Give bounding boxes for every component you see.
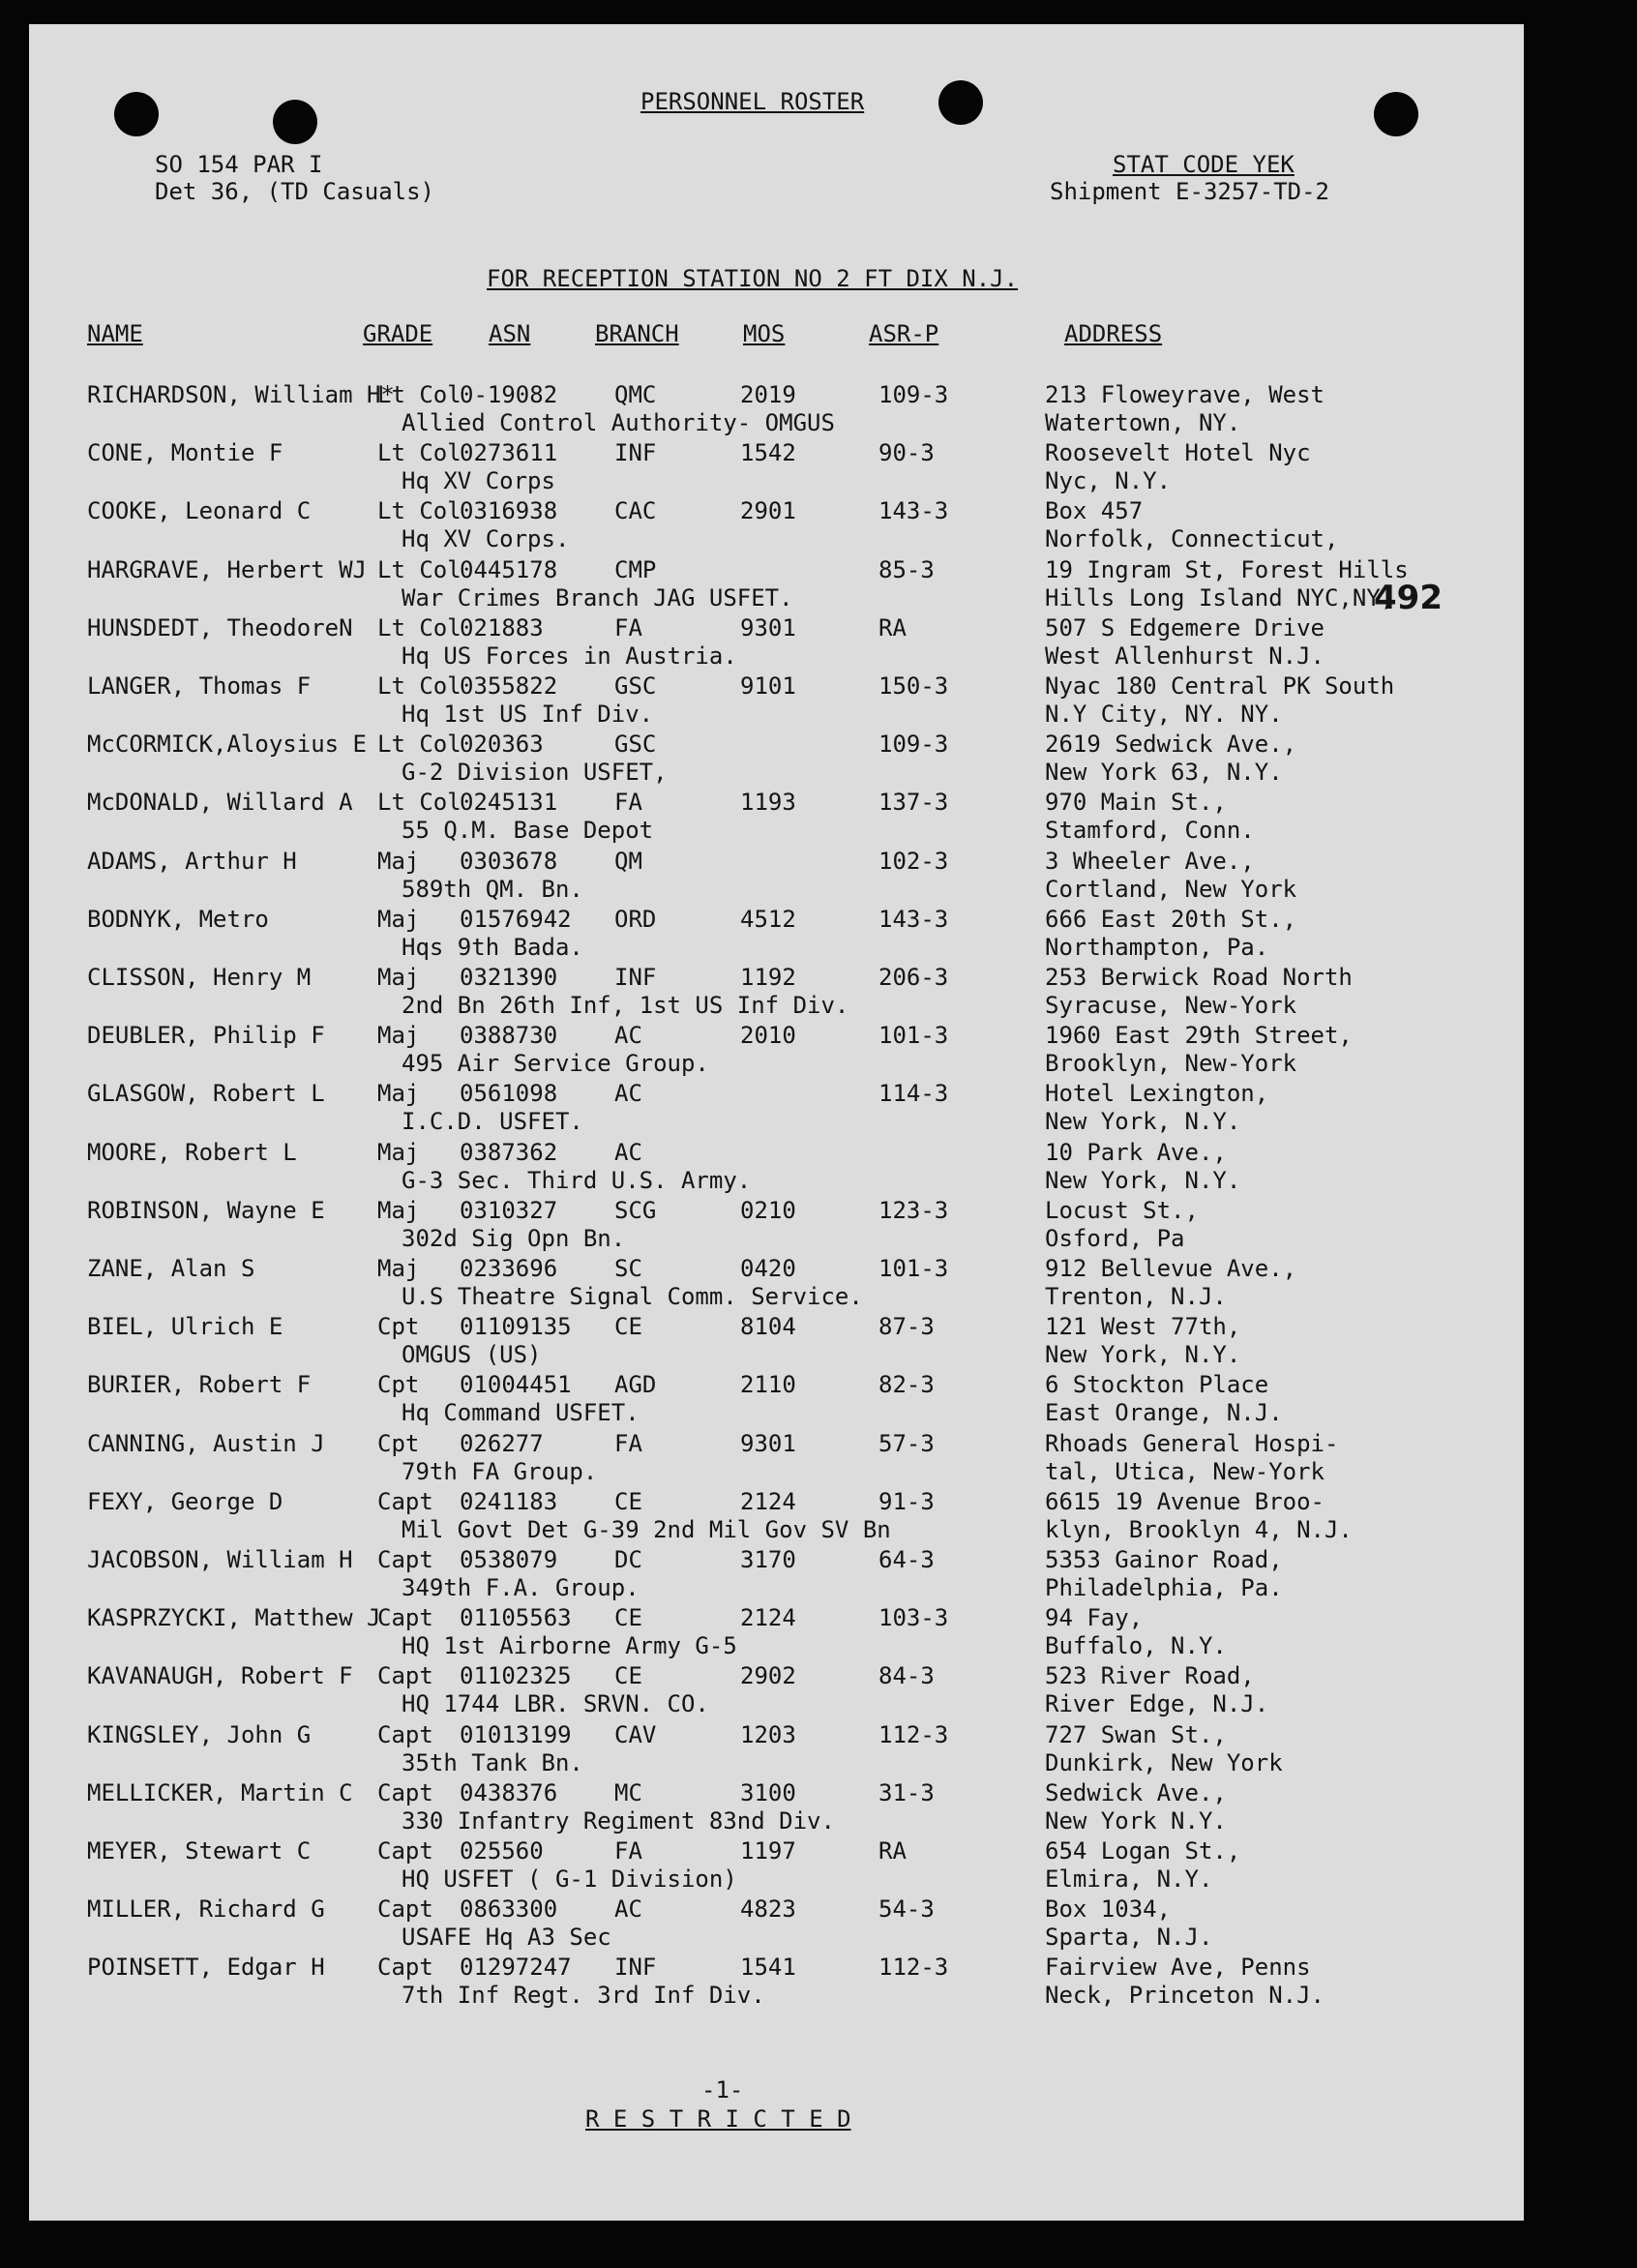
assigned-unit: 7th Inf Regt. 3rd Inf Div.: [402, 1982, 765, 2009]
asr-points: 103-3: [878, 1604, 949, 1631]
branch: SC: [614, 1255, 642, 1282]
branch: AC: [614, 1895, 642, 1923]
branch: INF: [614, 1954, 657, 1981]
assigned-unit: 349th F.A. Group.: [402, 1574, 640, 1601]
branch: CAV: [614, 1721, 657, 1748]
address-line-2: New York, N.Y.: [1045, 1167, 1241, 1194]
grade: Capt: [377, 1837, 433, 1865]
branch: CE: [614, 1604, 642, 1631]
mos-code: 9101: [740, 672, 796, 700]
stat-code: STAT CODE YEK: [1113, 151, 1295, 178]
person-name: ROBINSON, Wayne E: [87, 1197, 325, 1224]
address-line-2: River Edge, N.J.: [1045, 1690, 1269, 1717]
roster-row: [29, 1661, 1524, 1719]
roster-row: [29, 555, 1524, 617]
assigned-unit: Hqs 9th Bada.: [402, 934, 583, 961]
assigned-unit: OMGUS (US): [402, 1341, 542, 1368]
branch: FA: [614, 1430, 642, 1457]
roster-row: [29, 847, 1524, 905]
branch: CAC: [614, 497, 657, 524]
grade: Maj: [377, 906, 420, 933]
serial-number: 0438376: [460, 1779, 558, 1806]
person-name: RICHARDSON, William H*: [87, 381, 395, 408]
person-name: KINGSLEY, John G: [87, 1721, 312, 1748]
person-name: GLASGOW, Robert L: [87, 1080, 325, 1107]
assigned-unit: HQ 1st Airborne Army G-5: [402, 1632, 737, 1659]
roster-row: [29, 1778, 1524, 1836]
address-line-1: 5353 Gainor Road,: [1045, 1546, 1283, 1573]
roster-row: [29, 1312, 1524, 1370]
branch: GSC: [614, 672, 657, 700]
roster-row: [29, 1079, 1524, 1137]
grade: Capt: [377, 1604, 433, 1631]
address-line-2: Norfolk, Connecticut,: [1045, 525, 1339, 552]
page-stamp-number: 492: [1374, 579, 1443, 617]
branch: AC: [614, 1022, 642, 1049]
address-line-1: Locust St.,: [1045, 1197, 1199, 1224]
punch-hole: [1374, 92, 1418, 136]
grade: Capt: [377, 1779, 433, 1806]
person-name: BURIER, Robert F: [87, 1371, 312, 1398]
mos-code: 2901: [740, 497, 796, 524]
asr-points: 84-3: [878, 1662, 935, 1689]
asr-points: 91-3: [878, 1488, 935, 1515]
asr-points: 112-3: [878, 1954, 949, 1981]
special-order: SO 154 PAR I: [155, 151, 323, 178]
page-footer-number: -1-: [701, 2076, 744, 2104]
header-asn: ASN: [489, 320, 531, 347]
grade: Lt Col: [377, 789, 461, 816]
person-name: KAVANAUGH, Robert F: [87, 1662, 353, 1689]
serial-number: 01576942: [460, 906, 572, 933]
address-line-1: 10 Park Ave.,: [1045, 1139, 1227, 1166]
serial-number: 0310327: [460, 1197, 558, 1224]
classification-marking: R E S T R I C T E D: [585, 2105, 851, 2133]
assigned-unit: G-2 Division USFET,: [402, 759, 668, 786]
mos-code: 1193: [740, 789, 796, 816]
header-name: NAME: [87, 320, 143, 347]
branch: ORD: [614, 906, 657, 933]
roster-row: [29, 1603, 1524, 1661]
assigned-unit: Hq XV Corps.: [402, 525, 570, 552]
asr-points: 90-3: [878, 439, 935, 466]
assigned-unit: 35th Tank Bn.: [402, 1749, 583, 1776]
person-name: POINSETT, Edgar H: [87, 1954, 325, 1981]
person-name: BIEL, Ulrich E: [87, 1313, 283, 1340]
grade: Capt: [377, 1488, 433, 1515]
mos-code: 2019: [740, 381, 796, 408]
address-line-2: Buffalo, N.Y.: [1045, 1632, 1227, 1659]
person-name: COOKE, Leonard C: [87, 497, 312, 524]
assigned-unit: U.S Theatre Signal Comm. Service.: [402, 1283, 863, 1310]
address-line-2: New York, N.Y.: [1045, 1108, 1241, 1135]
branch: SCG: [614, 1197, 657, 1224]
serial-number: 01013199: [460, 1721, 572, 1748]
header-asr: ASR-P: [869, 320, 939, 347]
assigned-unit: G-3 Sec. Third U.S. Army.: [402, 1167, 752, 1194]
address-line-2: Sparta, N.J.: [1045, 1924, 1213, 1951]
grade: Lt Col: [377, 439, 461, 466]
assigned-unit: 330 Infantry Regiment 83nd Div.: [402, 1807, 835, 1835]
address-line-2: Syracuse, New-York: [1045, 992, 1297, 1019]
roster-row: [29, 1138, 1524, 1196]
mos-code: 4823: [740, 1895, 796, 1923]
branch: QM: [614, 848, 642, 875]
mos-code: 8104: [740, 1313, 796, 1340]
branch: FA: [614, 614, 642, 642]
asr-points: 31-3: [878, 1779, 935, 1806]
address-line-1: Sedwick Ave.,: [1045, 1779, 1227, 1806]
roster-page: [29, 24, 1524, 2221]
serial-number: 01297247: [460, 1954, 572, 1981]
grade: Maj: [377, 1197, 420, 1224]
address-line-1: Roosevelt Hotel Nyc: [1045, 439, 1311, 466]
grade: Lt Col: [377, 672, 461, 700]
roster-row: [29, 1895, 1524, 1953]
person-name: DEUBLER, Philip F: [87, 1022, 325, 1049]
branch: CE: [614, 1313, 642, 1340]
branch: DC: [614, 1546, 642, 1573]
serial-number: 0355822: [460, 672, 558, 700]
grade: Maj: [377, 1255, 420, 1282]
branch: AC: [614, 1080, 642, 1107]
person-name: HUNSDEDT, TheodoreN: [87, 614, 353, 642]
assigned-unit: 79th FA Group.: [402, 1458, 598, 1485]
asr-points: RA: [878, 1837, 907, 1865]
mos-code: 3170: [740, 1546, 796, 1573]
address-line-1: 253 Berwick Road North: [1045, 964, 1353, 991]
address-line-2: Osford, Pa: [1045, 1225, 1185, 1252]
grade: Maj: [377, 848, 420, 875]
grade: Cpt: [377, 1313, 420, 1340]
asr-points: 85-3: [878, 556, 935, 583]
roster-row: [29, 1254, 1524, 1312]
address-line-2: Northampton, Pa.: [1045, 934, 1269, 961]
address-line-2: Hills Long Island NYC,NY,: [1045, 584, 1395, 612]
assigned-unit: 2nd Bn 26th Inf, 1st US Inf Div.: [402, 992, 849, 1019]
branch: QMC: [614, 381, 657, 408]
branch: CE: [614, 1662, 642, 1689]
grade: Maj: [377, 1080, 420, 1107]
roster-row: [29, 1545, 1524, 1603]
assigned-unit: Hq 1st US Inf Div.: [402, 701, 654, 728]
grade: Lt Col: [377, 381, 461, 408]
grade: Lt Col: [377, 731, 461, 758]
mos-code: 9301: [740, 614, 796, 642]
branch: FA: [614, 789, 642, 816]
grade: Cpt: [377, 1430, 420, 1457]
assigned-unit: 55 Q.M. Base Depot: [402, 817, 654, 844]
address-line-2: West Allenhurst N.J.: [1045, 642, 1324, 670]
asr-points: 109-3: [878, 731, 949, 758]
roster-row: [29, 380, 1524, 438]
assigned-unit: Mil Govt Det G-39 2nd Mil Gov SV Bn: [402, 1516, 891, 1543]
grade: Capt: [377, 1662, 433, 1689]
serial-number: 0241183: [460, 1488, 558, 1515]
header-branch: BRANCH: [595, 320, 679, 347]
address-line-2: Stamford, Conn.: [1045, 817, 1255, 844]
mos-code: 1542: [740, 439, 796, 466]
person-name: ZANE, Alan S: [87, 1255, 255, 1282]
punch-hole: [114, 92, 159, 136]
roster-row: [29, 438, 1524, 496]
address-line-1: 523 River Road,: [1045, 1662, 1255, 1689]
roster-row: [29, 1021, 1524, 1079]
address-line-2: Trenton, N.J.: [1045, 1283, 1227, 1310]
person-name: HARGRAVE, Herbert WJ: [87, 556, 367, 583]
assigned-unit: HQ 1744 LBR. SRVN. CO.: [402, 1690, 709, 1717]
address-line-2: Brooklyn, New-York: [1045, 1050, 1297, 1077]
grade: Capt: [377, 1895, 433, 1923]
assigned-unit: War Crimes Branch JAG USFET.: [402, 584, 793, 612]
assigned-unit: USAFE Hq A3 Sec: [402, 1924, 611, 1951]
asr-points: 150-3: [878, 672, 949, 700]
mos-code: 1197: [740, 1837, 796, 1865]
branch: CE: [614, 1488, 642, 1515]
grade: Cpt: [377, 1371, 420, 1398]
grade: Maj: [377, 1139, 420, 1166]
address-line-1: Hotel Lexington,: [1045, 1080, 1269, 1107]
person-name: MILLER, Richard G: [87, 1895, 325, 1923]
person-name: MELLICKER, Martin C: [87, 1779, 353, 1806]
asr-points: 87-3: [878, 1313, 935, 1340]
asr-points: RA: [878, 614, 907, 642]
assigned-unit: Hq Command USFET.: [402, 1399, 640, 1426]
grade: Maj: [377, 1022, 420, 1049]
asr-points: 54-3: [878, 1895, 935, 1923]
mos-code: 2124: [740, 1604, 796, 1631]
address-line-1: Box 1034,: [1045, 1895, 1172, 1923]
mos-code: 9301: [740, 1430, 796, 1457]
mos-code: 1192: [740, 964, 796, 991]
assigned-unit: 302d Sig Opn Bn.: [402, 1225, 626, 1252]
address-line-1: 654 Logan St.,: [1045, 1837, 1241, 1865]
person-name: McDONALD, Willard A: [87, 789, 353, 816]
serial-number: 0445178: [460, 556, 558, 583]
roster-row: [29, 671, 1524, 730]
assigned-unit: Hq XV Corps: [402, 467, 555, 494]
address-line-1: 1960 East 29th Street,: [1045, 1022, 1353, 1049]
serial-number: 0233696: [460, 1255, 558, 1282]
punch-hole: [938, 80, 983, 125]
address-line-1: 121 West 77th,: [1045, 1313, 1241, 1340]
roster-row: [29, 1487, 1524, 1545]
grade: Capt: [377, 1546, 433, 1573]
person-name: MOORE, Robert L: [87, 1139, 297, 1166]
serial-number: 0538079: [460, 1546, 558, 1573]
detachment: Det 36, (TD Casuals): [155, 178, 434, 205]
asr-points: 112-3: [878, 1721, 949, 1748]
serial-number: 020363: [460, 731, 544, 758]
mos-code: 0210: [740, 1197, 796, 1224]
address-line-1: 507 S Edgemere Drive: [1045, 614, 1324, 642]
grade: Maj: [377, 964, 420, 991]
grade: Capt: [377, 1721, 433, 1748]
address-line-1: 912 Bellevue Ave.,: [1045, 1255, 1297, 1282]
header-grade: GRADE: [363, 320, 433, 347]
asr-points: 143-3: [878, 906, 949, 933]
asr-points: 82-3: [878, 1371, 935, 1398]
person-name: BODNYK, Metro: [87, 906, 269, 933]
address-line-2: East Orange, N.J.: [1045, 1399, 1283, 1426]
mos-code: 3100: [740, 1779, 796, 1806]
assigned-unit: Allied Control Authority- OMGUS: [402, 409, 835, 436]
branch: AGD: [614, 1371, 657, 1398]
address-line-1: 970 Main St.,: [1045, 789, 1227, 816]
asr-points: 64-3: [878, 1546, 935, 1573]
roster-row: [29, 496, 1524, 554]
mos-code: 0420: [740, 1255, 796, 1282]
address-line-1: 2619 Sedwick Ave.,: [1045, 731, 1297, 758]
destination-heading: FOR RECEPTION STATION NO 2 FT DIX N.J.: [487, 265, 1019, 292]
address-line-1: Fairview Ave, Penns: [1045, 1954, 1311, 1981]
address-line-1: 6615 19 Avenue Broo-: [1045, 1488, 1324, 1515]
address-line-2: Neck, Princeton N.J.: [1045, 1982, 1324, 2009]
serial-number: 0316938: [460, 497, 558, 524]
address-line-1: 666 East 20th St.,: [1045, 906, 1297, 933]
serial-number: 0-19082: [460, 381, 558, 408]
serial-number: 0303678: [460, 848, 558, 875]
asr-points: 102-3: [878, 848, 949, 875]
roster-row: [29, 1370, 1524, 1428]
person-name: ADAMS, Arthur H: [87, 848, 297, 875]
address-line-1: 213 Floweyrave, West: [1045, 381, 1324, 408]
serial-number: 0388730: [460, 1022, 558, 1049]
asr-points: 101-3: [878, 1022, 949, 1049]
roster-row: [29, 613, 1524, 671]
assigned-unit: 589th QM. Bn.: [402, 876, 583, 903]
asr-points: 109-3: [878, 381, 949, 408]
address-line-2: New York 63, N.Y.: [1045, 759, 1283, 786]
address-line-2: Cortland, New York: [1045, 876, 1297, 903]
serial-number: 0273611: [460, 439, 558, 466]
address-line-2: Nyc, N.Y.: [1045, 467, 1172, 494]
assigned-unit: I.C.D. USFET.: [402, 1108, 583, 1135]
address-line-1: Rhoads General Hospi-: [1045, 1430, 1339, 1457]
mos-code: 2124: [740, 1488, 796, 1515]
grade: Lt Col: [377, 556, 461, 583]
serial-number: 01102325: [460, 1662, 572, 1689]
asr-points: 57-3: [878, 1430, 935, 1457]
branch: INF: [614, 964, 657, 991]
asr-points: 143-3: [878, 497, 949, 524]
roster-row: [29, 1836, 1524, 1895]
roster-row: [29, 1953, 1524, 2011]
address-line-2: Dunkirk, New York: [1045, 1749, 1283, 1776]
branch: AC: [614, 1139, 642, 1166]
address-line-1: 94 Fay,: [1045, 1604, 1144, 1631]
roster-row: [29, 1720, 1524, 1778]
address-line-1: 727 Swan St.,: [1045, 1721, 1227, 1748]
person-name: CONE, Montie F: [87, 439, 283, 466]
roster-row: [29, 963, 1524, 1021]
address-line-1: Box 457: [1045, 497, 1144, 524]
branch: INF: [614, 439, 657, 466]
serial-number: 0387362: [460, 1139, 558, 1166]
document-title: PERSONNEL ROSTER: [640, 88, 865, 115]
roster-row: [29, 1196, 1524, 1254]
person-name: FEXY, George D: [87, 1488, 283, 1515]
mos-code: 2902: [740, 1662, 796, 1689]
address-line-2: tal, Utica, New-York: [1045, 1458, 1324, 1485]
asr-points: 101-3: [878, 1255, 949, 1282]
person-name: MEYER, Stewart C: [87, 1837, 312, 1865]
address-line-1: 3 Wheeler Ave.,: [1045, 848, 1255, 875]
branch: CMP: [614, 556, 657, 583]
asr-points: 206-3: [878, 964, 949, 991]
punch-hole: [273, 100, 317, 144]
address-line-2: New York N.Y.: [1045, 1807, 1227, 1835]
assigned-unit: 495 Air Service Group.: [402, 1050, 709, 1077]
asr-points: 114-3: [878, 1080, 949, 1107]
branch: GSC: [614, 731, 657, 758]
serial-number: 0245131: [460, 789, 558, 816]
serial-number: 025560: [460, 1837, 544, 1865]
address-line-1: Nyac 180 Central PK South: [1045, 672, 1395, 700]
asr-points: 123-3: [878, 1197, 949, 1224]
grade: Lt Col: [377, 497, 461, 524]
person-name: LANGER, Thomas F: [87, 672, 312, 700]
person-name: CANNING, Austin J: [87, 1430, 325, 1457]
roster-row: [29, 730, 1524, 788]
header-address: ADDRESS: [1064, 320, 1163, 347]
mos-code: 1203: [740, 1721, 796, 1748]
roster-row: [29, 905, 1524, 963]
mos-code: 4512: [740, 906, 796, 933]
address-line-2: Elmira, N.Y.: [1045, 1865, 1213, 1893]
serial-number: 01109135: [460, 1313, 572, 1340]
header-mos: MOS: [743, 320, 786, 347]
serial-number: 01004451: [460, 1371, 572, 1398]
address-line-1: 6 Stockton Place: [1045, 1371, 1269, 1398]
address-line-1: 19 Ingram St, Forest Hills: [1045, 556, 1409, 583]
address-line-2: klyn, Brooklyn 4, N.J.: [1045, 1516, 1353, 1543]
shipment-number: Shipment E-3257-TD-2: [1050, 178, 1329, 205]
serial-number: 026277: [460, 1430, 544, 1457]
mos-code: 2010: [740, 1022, 796, 1049]
serial-number: 0863300: [460, 1895, 558, 1923]
branch: MC: [614, 1779, 642, 1806]
grade: Lt Col: [377, 614, 461, 642]
mos-code: 2110: [740, 1371, 796, 1398]
address-line-2: Watertown, NY.: [1045, 409, 1241, 436]
serial-number: 021883: [460, 614, 544, 642]
roster-row: [29, 1429, 1524, 1487]
branch: FA: [614, 1837, 642, 1865]
person-name: KASPRZYCKI, Matthew J: [87, 1604, 381, 1631]
roster-row: [29, 788, 1524, 846]
person-name: McCORMICK,Aloysius E: [87, 731, 367, 758]
mos-code: 1541: [740, 1954, 796, 1981]
asr-points: 137-3: [878, 789, 949, 816]
assigned-unit: Hq US Forces in Austria.: [402, 642, 737, 670]
serial-number: 01105563: [460, 1604, 572, 1631]
person-name: CLISSON, Henry M: [87, 964, 312, 991]
address-line-2: Philadelphia, Pa.: [1045, 1574, 1283, 1601]
person-name: JACOBSON, William H: [87, 1546, 353, 1573]
assigned-unit: HQ USFET ( G-1 Division): [402, 1865, 737, 1893]
serial-number: 0561098: [460, 1080, 558, 1107]
address-line-2: N.Y City, NY. NY.: [1045, 701, 1283, 728]
grade: Capt: [377, 1954, 433, 1981]
serial-number: 0321390: [460, 964, 558, 991]
address-line-2: New York, N.Y.: [1045, 1341, 1241, 1368]
